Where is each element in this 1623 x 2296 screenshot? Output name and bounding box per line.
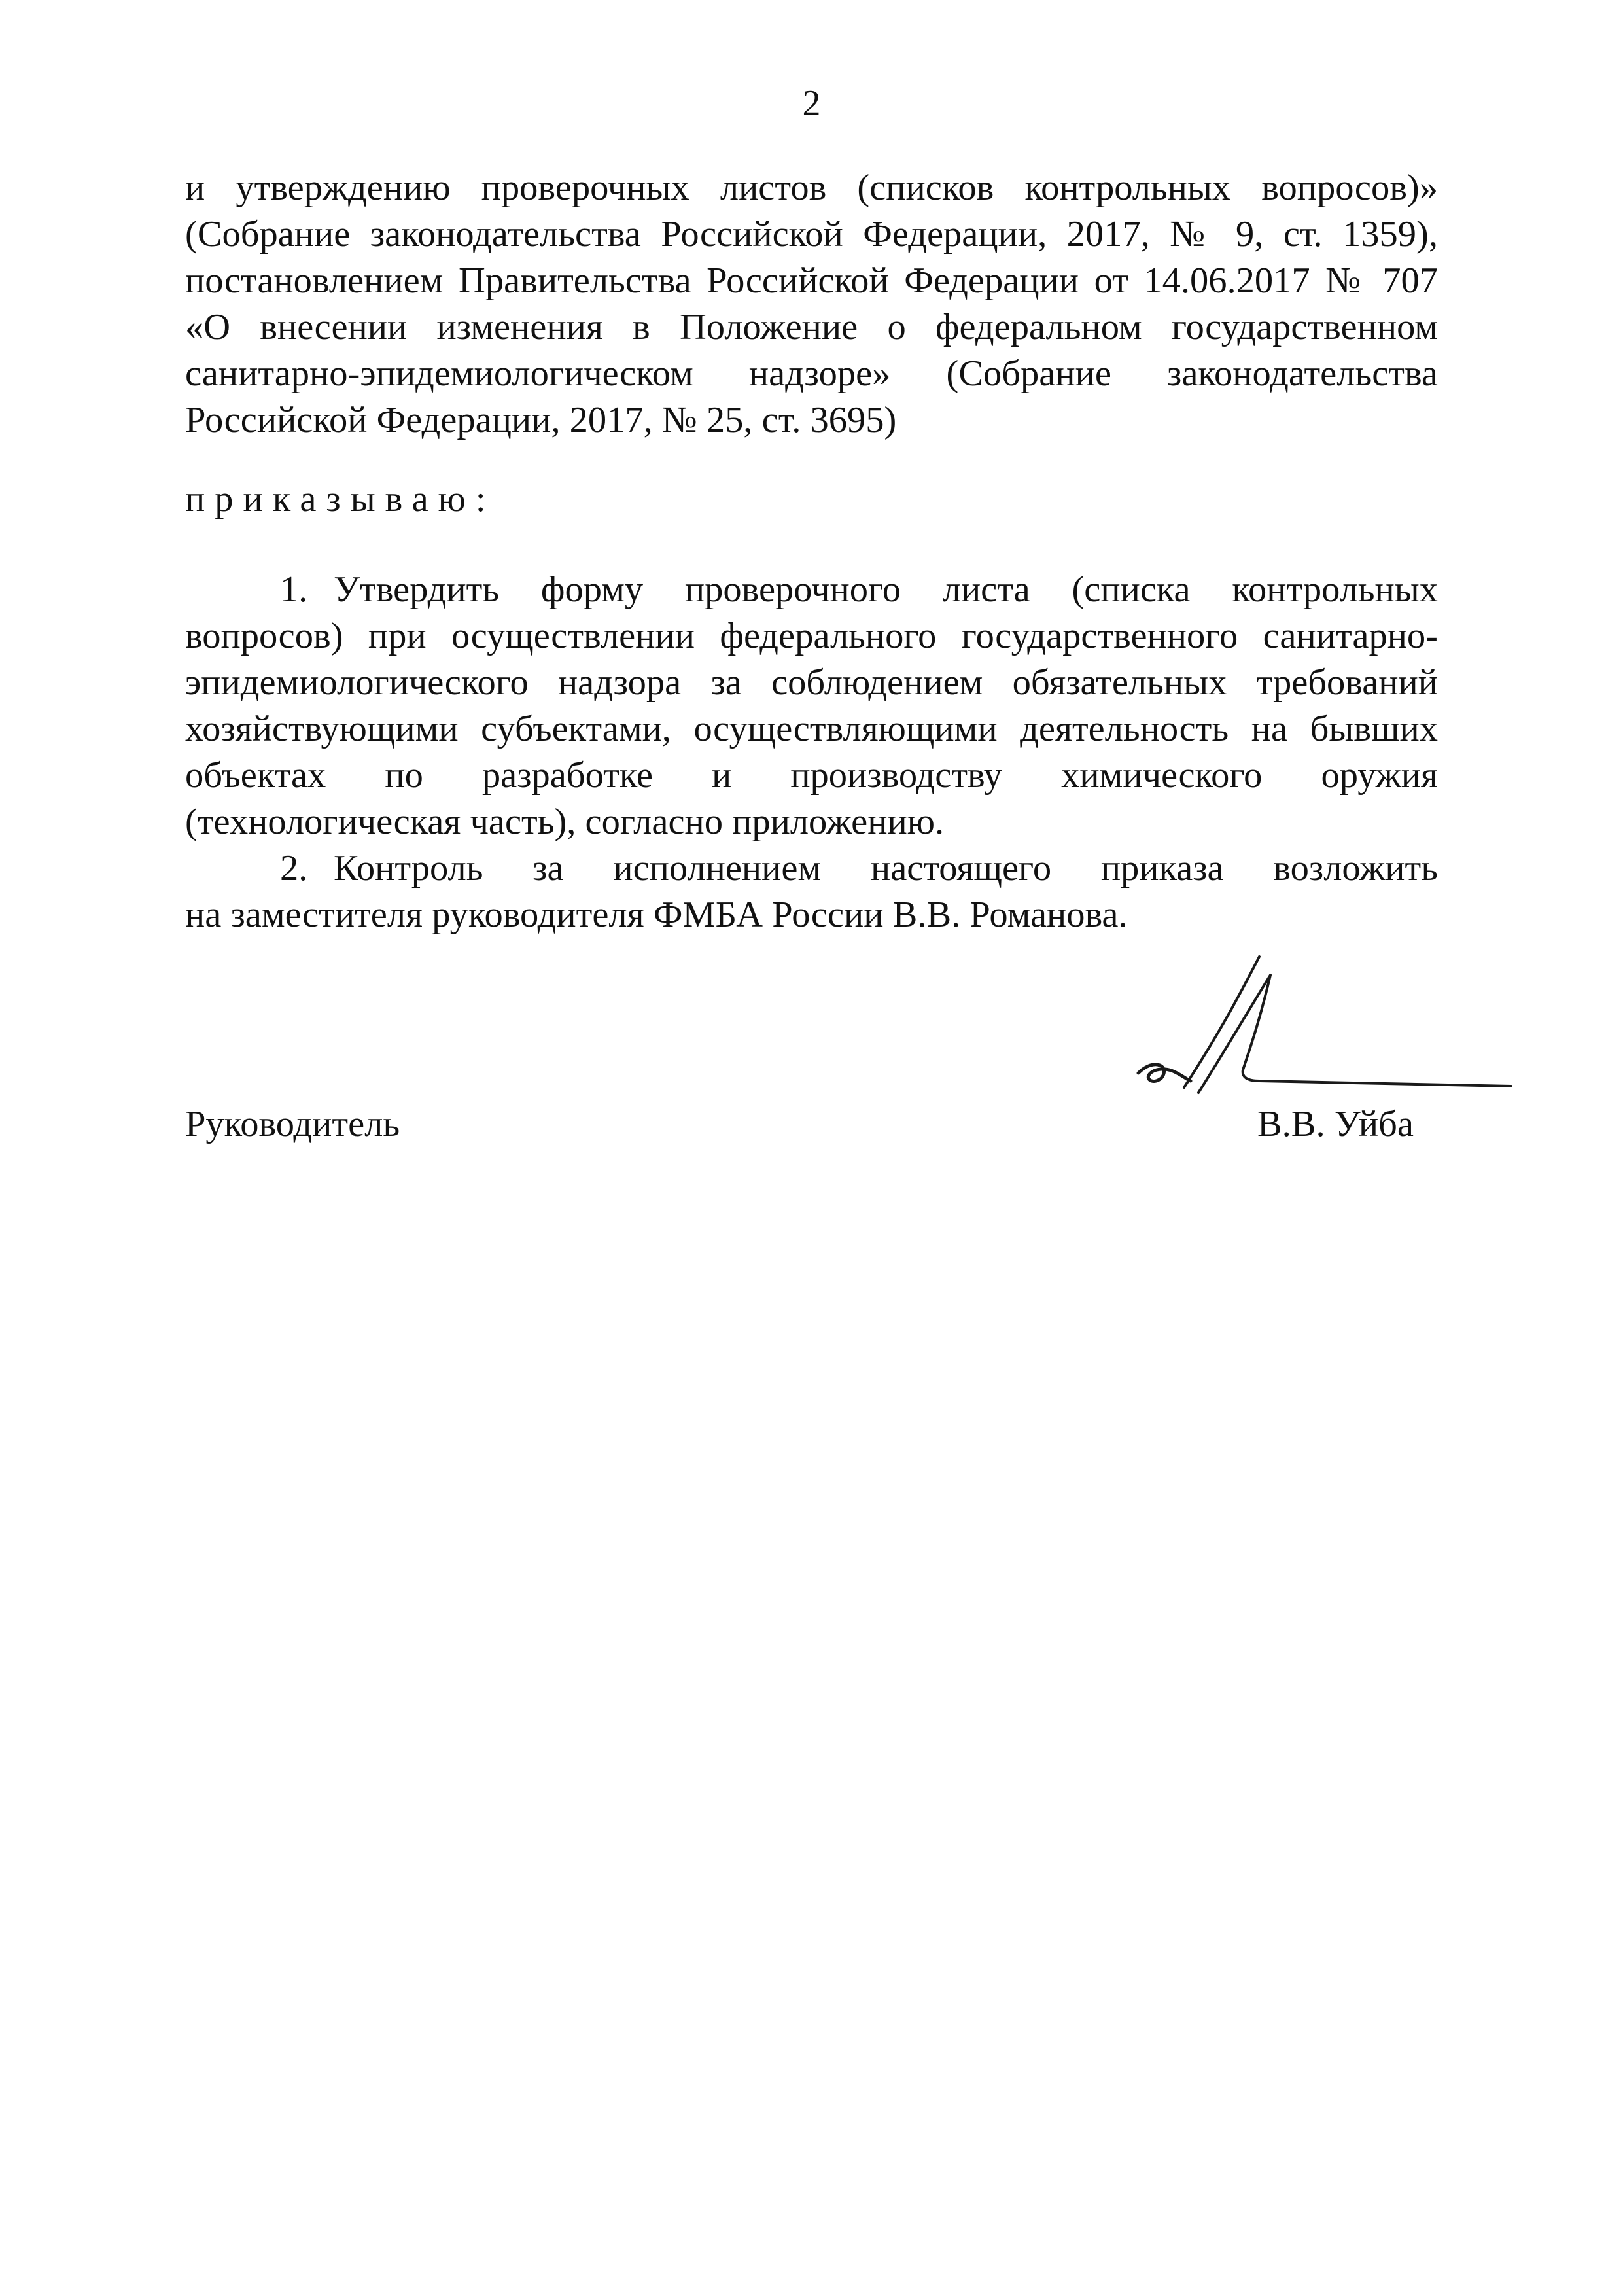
order-item-text: Утвердить форму проверочного листа (списка контрольных: [334, 569, 1438, 610]
signatory-name: В.В. Уйба: [1257, 1104, 1414, 1144]
order-item-number: 2.: [280, 848, 308, 889]
order-item-line: вопросов) при осуществлении федерального государственного санитарно-: [185, 616, 1438, 656]
decree-word: приказываю:: [185, 479, 496, 520]
order-item-line: хозяйствующими субъектами, осуществляющими деятельность на бывших: [185, 709, 1438, 749]
order-item-line: эпидемиологического надзора за соблюдением обязательных требований: [185, 662, 1438, 703]
order-items: [185, 567, 1438, 938]
order-item-text: Контроль за исполнением настоящего приказа возложить: [334, 848, 1438, 889]
preamble-paragraph: [185, 165, 1438, 444]
handwritten-signature: [1119, 942, 1524, 1112]
preamble-line: Российской Федерации, 2017, № 25, ст. 3695): [185, 400, 897, 440]
order-item-number: 1.: [280, 569, 308, 610]
order-item-line: (технологическая часть), согласно приложению.: [185, 802, 945, 842]
preamble-line: и утверждению проверочных листов (списков контрольных вопросов)»: [185, 168, 1438, 208]
signatory-title: Руководитель: [185, 1104, 400, 1144]
order-item-line: объектах по разработке и производству химического оружия: [185, 755, 1438, 796]
preamble-line: санитарно-эпидемиологическом надзоре» (Собрание законодательства: [185, 353, 1438, 394]
order-item-2-first-line: [185, 845, 1438, 892]
order-item-line: на заместителя руководителя ФМБА России В.В. Романова.: [185, 894, 1128, 935]
signature-strokes: [1138, 957, 1511, 1093]
preamble-line: (Собрание законодательства Российской Федерации, 2017, № 9, ст. 1359),: [185, 214, 1438, 255]
order-item-1-first-line: [185, 567, 1438, 613]
preamble-line: постановлением Правительства Российской Федерации от 14.06.2017 № 707: [185, 260, 1438, 301]
page-number: 2: [802, 83, 821, 124]
preamble-line: «О внесении изменения в Положение о федеральном государственном: [185, 307, 1438, 347]
